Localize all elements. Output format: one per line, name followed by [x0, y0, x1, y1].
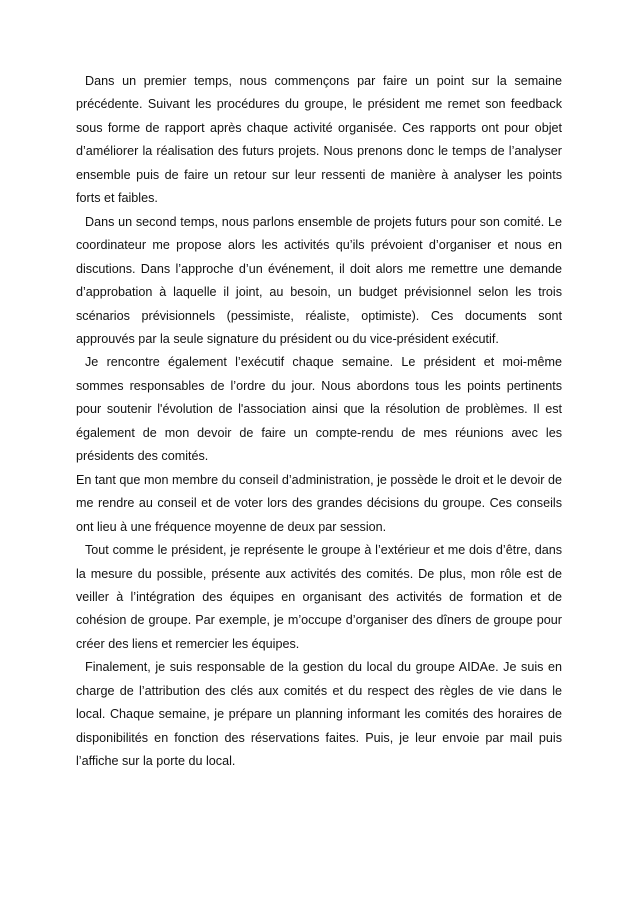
document-body [76, 70, 562, 774]
paragraph-representation: Tout comme le président, je représente le groupe à l’extérieur et me dois d’être, dans la mesure du possible, présente aux activités des comités. De plus, mon rôle est de veiller à l’intégration des équipes en organisant des activités de formation et de cohésion de groupe. Par exemple, je m’occupe d’organiser des dîners de groupe pour créer des liens et remercier les équipes. [76, 543, 562, 651]
paragraph-local-management: Finalement, je suis responsable de la gestion du local du groupe AIDAe. Je suis en charge de l’attribution des clés aux comités et du respect des règles de vie dans le local. Chaque semaine, je prépare un planning informant les comités des horaires de disponibilités en fonction des réservations faites. Puis, je leur envoie par mail puis l’affiche sur la porte du local. [76, 660, 562, 769]
paragraph-board-of-directors: En tant que mon membre du conseil d’administration, je possède le droit et le devoir de me rendre au conseil et de voter lors des grandes décisions du groupe. Ces conseils ont lieu à une fréquence moyenne de deux par session. [76, 472, 562, 534]
paragraph-future-projects: Dans un second temps, nous parlons ensemble de projets futurs pour son comité. Le coordinateur me propose alors les activités qu’ils prévoient d’organiser et nous en discutions. Dans l’approche d’un événement, il doit alors me remettre une demande d’approbation à laquelle il joint, au besoin, un budget prévisionnel selon les trois scénarios prévisionnels (pessimiste, réaliste, optimiste). Ces documents sont approuvés par la seule signature du président ou du vice-président exécutif. [76, 214, 562, 346]
paragraph-executive-meeting: Je rencontre également l’exécutif chaque semaine. Le président et moi-même sommes responsables de l’ordre du jour. Nous abordons tous les points pertinents pour soutenir l'évolution de l'association ainsi que la résolution de problèmes. Il est également de mon devoir de faire un compte-rendu de mes réunions avec les présidents des comités. [76, 355, 562, 464]
paragraph-weekly-review: Dans un premier temps, nous commençons par faire un point sur la semaine précédente. Suivant les procédures du groupe, le président me remet son feedback sous forme de rapport après chaque activité organisée. Ces rapports ont pour objet d’améliorer la réalisation des futurs projets. Nous prenons donc le temps de l’analyser ensemble puis de faire un retour sur leur ressenti de manière à analyser les points forts et faibles. [76, 74, 562, 206]
